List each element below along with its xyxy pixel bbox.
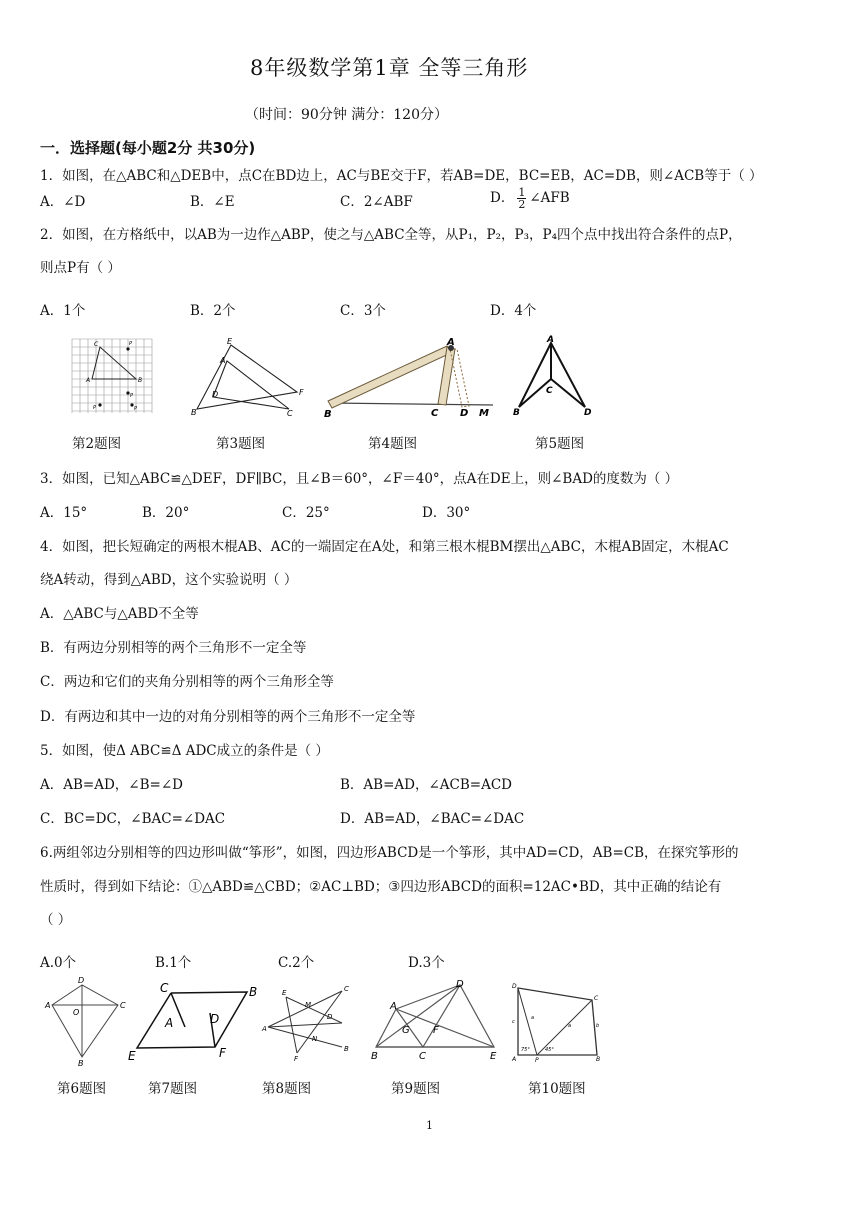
svg-text:F: F — [294, 1055, 299, 1063]
figure-9-triangles — [368, 975, 508, 1067]
svg-text:A: A — [86, 377, 91, 384]
fig10-caption: 第10题图 — [528, 1081, 586, 1097]
svg-text:A: A — [165, 1016, 174, 1030]
q1-option-c: C．2∠ABF — [340, 194, 413, 210]
question-2-line2: 则点P有（ ） — [40, 260, 121, 276]
svg-text:P: P — [93, 405, 97, 411]
svg-text:C: C — [120, 1001, 126, 1010]
q5-option-d: D．AB=AD，∠BAC=∠DAC — [340, 811, 525, 827]
figure-4-sticks — [323, 335, 503, 419]
svg-text:N: N — [312, 1035, 318, 1043]
svg-text:E: E — [282, 989, 287, 997]
svg-text:B: B — [513, 408, 520, 418]
svg-text:C: C — [546, 386, 553, 396]
q6-option-c: C.2个 — [278, 955, 315, 971]
q4-option-a: A．△ABC与△ABD不全等 — [40, 606, 199, 622]
q5-option-c: C．BC=DC，∠BAC=∠DAC — [40, 811, 226, 827]
question-4-line2: 绕A转动，得到△ABD，这个实验说明（ ） — [40, 572, 298, 588]
q5-option-a: A．AB=AD，∠B=∠D — [40, 777, 183, 793]
figure-6-kite — [40, 975, 130, 1067]
svg-text:D: D — [327, 1013, 333, 1021]
question-6-line3: （ ） — [40, 912, 72, 928]
svg-text:a: a — [531, 1015, 535, 1021]
svg-text:P: P — [129, 341, 133, 347]
q2-option-d: D．4个 — [490, 303, 537, 319]
question-3-text: 3．如图，已知△ABC≌△DEF，DF∥BC，且∠B＝60°，∠F＝40°，点A在DE上，则∠BAD的度数为（ ） — [40, 471, 679, 487]
svg-text:O: O — [73, 1008, 80, 1017]
svg-text:D: D — [584, 408, 592, 418]
fig6-caption: 第6题图 — [57, 1081, 107, 1097]
fig8-caption: 第8题图 — [262, 1081, 312, 1097]
q2-option-a: A．1个 — [40, 303, 86, 319]
svg-text:P: P — [134, 406, 138, 412]
svg-text:C: C — [287, 409, 293, 418]
question-6-line1: 6.两组邻边分别相等的四边形叫做“筝形”，如图，四边形ABCD是一个筝形，其中AD=CD，AB=CB，在探究筝形的 — [40, 845, 739, 861]
svg-text:c: c — [512, 1019, 515, 1025]
page-number: 1 — [426, 1119, 433, 1132]
svg-text:D: D — [78, 976, 85, 985]
svg-text:D: D — [210, 1012, 220, 1026]
q1-option-d-tail: ∠AFB — [529, 190, 570, 206]
svg-text:F: F — [299, 388, 304, 397]
svg-text:D: D — [456, 979, 464, 990]
svg-text:B: B — [596, 1056, 601, 1063]
svg-text:b: b — [596, 1023, 600, 1029]
q3-option-b: B．20° — [142, 505, 190, 521]
question-1-text: 1．如图，在△ABC和△DEB中，点C在BD边上，AC与BE交于F，若AB=DE，BC=EB，AC=DB，则∠ACB等于（ ） — [40, 168, 763, 184]
svg-text:C: C — [431, 408, 439, 419]
fig4-caption: 第4题图 — [368, 436, 418, 452]
fig9-caption: 第9题图 — [391, 1081, 441, 1097]
question-2-line1: 2．如图，在方格纸中，以AB为一边作△ABP，使之与△ABC全等，从P₁，P₂，P₃，P₄四个点中找出符合条件的点P， — [40, 227, 742, 243]
svg-text:G: G — [402, 1025, 410, 1036]
svg-text:B: B — [344, 1045, 349, 1053]
svg-text:75°: 75° — [521, 1047, 530, 1053]
svg-text:A: A — [512, 1056, 517, 1063]
section-heading: 一．选择题(每小题2分 共30分) — [40, 139, 256, 157]
q1-option-d-label: D． — [490, 190, 515, 206]
figure-5-kite — [510, 335, 595, 419]
svg-text:B: B — [78, 1059, 84, 1067]
fraction — [517, 187, 526, 210]
svg-text:45°: 45° — [545, 1047, 554, 1053]
svg-text:C: C — [594, 995, 599, 1002]
svg-text:B: B — [371, 1051, 378, 1062]
fraction-numerator: 1 — [518, 186, 526, 199]
svg-text:M: M — [305, 1001, 312, 1009]
fig3-caption: 第3题图 — [216, 436, 266, 452]
svg-text:C: C — [160, 981, 169, 995]
svg-text:A: A — [390, 1001, 397, 1012]
exam-info: （时间：90分钟 满分：120分） — [245, 107, 448, 123]
svg-text:M: M — [479, 408, 489, 419]
svg-text:E: E — [227, 337, 233, 346]
q4-option-b: B．有两边分别相等的两个三角形不一定全等 — [40, 640, 307, 656]
svg-text:B: B — [324, 409, 332, 419]
svg-text:D: D — [460, 408, 469, 419]
question-6-line2: 性质时，得到如下结论：①△ABD≌△CBD；②AC⊥BD；③四边形ABCD的面积=12AC•BD，其中正确的结论有 — [40, 879, 722, 895]
q1-option-d — [490, 186, 570, 210]
figure-10-quadrilateral — [505, 975, 610, 1067]
svg-text:A: A — [262, 1025, 267, 1033]
svg-text:P: P — [535, 1057, 539, 1064]
figure-3-triangles — [185, 335, 315, 419]
q1-option-b: B．∠E — [190, 194, 235, 210]
fig2-caption: 第2题图 — [72, 436, 122, 452]
svg-text:A: A — [45, 1001, 51, 1010]
q4-option-d: D．有两边和其中一边的对角分别相等的两个三角形不一定全等 — [40, 709, 416, 725]
svg-text:B: B — [138, 377, 143, 384]
svg-text:A: A — [220, 356, 226, 365]
figure-7-parallelogram — [125, 975, 260, 1067]
svg-text:A: A — [447, 337, 455, 348]
svg-text:E: E — [490, 1051, 497, 1062]
svg-text:A: A — [547, 335, 554, 345]
svg-text:D: D — [512, 983, 517, 990]
svg-text:C: C — [344, 985, 349, 993]
svg-text:E: E — [128, 1049, 136, 1063]
fraction-denominator: 2 — [518, 198, 526, 211]
question-4-line1: 4．如图，把长短确定的两根木棍AB、AC的一端固定在A处，和第三根木棍BM摆出△ABC，木棍AB固定，木棍AC — [40, 539, 729, 555]
q4-option-c: C．两边和它们的夹角分别相等的两个三角形全等 — [40, 674, 334, 690]
q5-option-b: B．AB=AD，∠ACB=ACD — [340, 777, 512, 793]
q6-option-b: B.1个 — [155, 955, 192, 971]
svg-text:B: B — [191, 408, 197, 417]
q2-option-b: B．2个 — [190, 303, 236, 319]
page-title: 8年级数学第1章 全等三角形 — [250, 56, 529, 80]
q3-option-c: C．25° — [282, 505, 330, 521]
svg-text:B: B — [249, 985, 258, 999]
q6-option-d: D.3个 — [408, 955, 445, 971]
svg-text:C: C — [419, 1051, 426, 1062]
q3-option-a: A．15° — [40, 505, 88, 521]
question-5-text: 5．如图，使Δ ABC≌Δ ADC成立的条件是（ ） — [40, 743, 329, 759]
figure-2-grid — [65, 335, 160, 417]
svg-text:F: F — [219, 1046, 226, 1060]
figure-8-lines — [260, 975, 360, 1067]
fig7-caption: 第7题图 — [148, 1081, 198, 1097]
q3-option-d: D．30° — [422, 505, 471, 521]
svg-text:P: P — [130, 393, 134, 399]
q2-option-c: C．3个 — [340, 303, 386, 319]
svg-text:C: C — [94, 341, 99, 348]
q6-option-a: A.0个 — [40, 955, 77, 971]
svg-text:D: D — [212, 390, 219, 399]
svg-text:F: F — [433, 1025, 439, 1036]
fig5-caption: 第5题图 — [535, 436, 585, 452]
svg-text:a: a — [568, 1023, 572, 1029]
q1-option-a: A．∠D — [40, 194, 86, 210]
